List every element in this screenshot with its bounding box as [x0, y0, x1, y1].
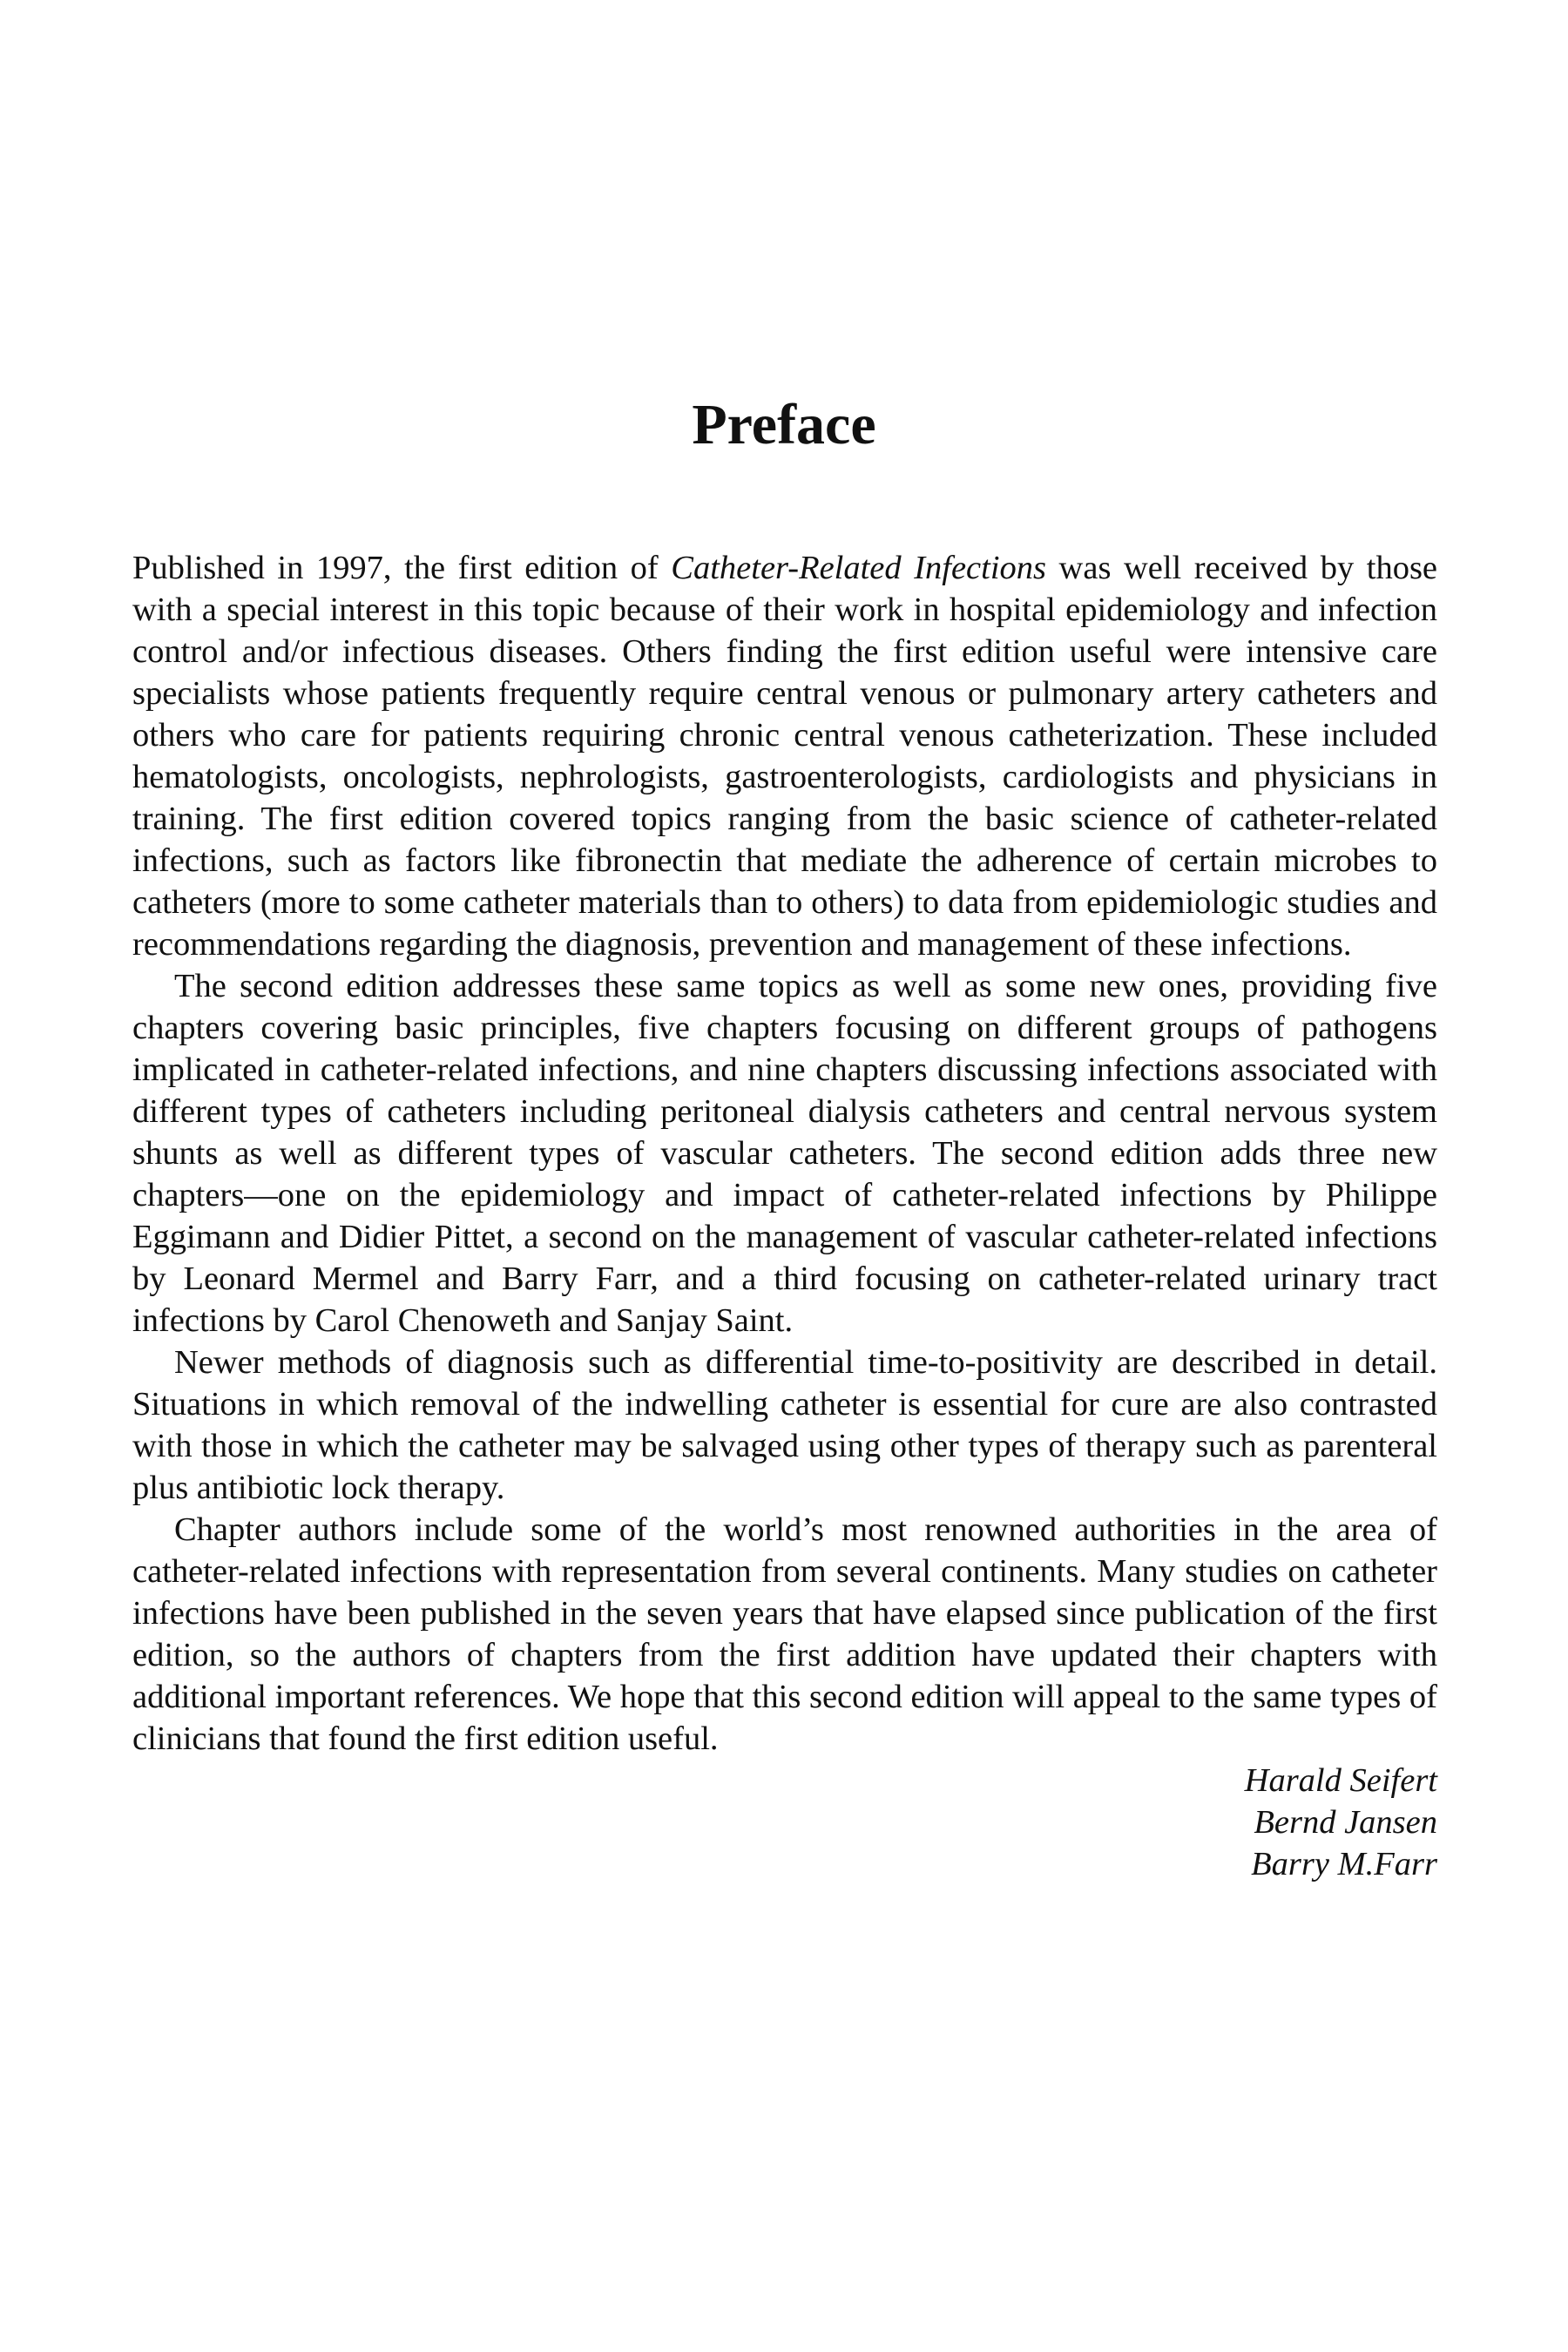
page-title: Preface	[692, 393, 876, 456]
paragraph-3: Newer methods of diagnosis such as differential time-to-positivity are described in detail. Situations in which removal of the indwelling catheter is essential for cure are also contrasted with those in which the catheter may be salvaged using other types of therapy such as parenteral plus antibiotic lock therapy.	[132, 1344, 1437, 1506]
preface-body	[132, 547, 1437, 1885]
paragraph-1	[132, 547, 1437, 965]
signature-harald-seifert: Harald Seifert	[1244, 1762, 1437, 1799]
paragraph-4: Chapter authors include some of the world’s most renowned authorities in the area of catheter-related infections with representation from several continents. Many studies on catheter infections have been published in the seven years that have elapsed since publication of the first edition, so the authors of chapters from the first addition have updated their chapters with additional important references. We hope that this second edition will appeal to the same types of clinicians that found the first edition useful.	[132, 1511, 1437, 1757]
paragraph-2: The second edition addresses these same topics as well as some new ones, providing five chapters covering basic principles, five chapters focusing on different groups of pathogens implicated in catheter-related infections, and nine chapters discussing infections associated with different types of catheters including peritoneal dialysis catheters and central nervous system shunts as well as different types of vascular catheters. The second edition adds three new chapters—one on the epidemiology and impact of catheter-related infections by Philippe Eggimann and Didier Pittet, a second on the management of vascular catheter-related infections by Leonard Mermel and Barry Farr, and a third focusing on catheter-related urinary tract infections by Carol Chenoweth and Sanjay Saint.	[132, 968, 1437, 1339]
signature-barry-farr: Barry M.Farr	[1251, 1846, 1437, 1882]
signature-block	[132, 1760, 1437, 1885]
paragraph-1-rest: was well received by those with a special interest in this topic because of their work in hospital epidemiology and infection control and/or infectious diseases. Others finding the first edition useful were intensive care specialists whose patients frequently require central venous or pulmonary artery catheters and others who care for patients requiring chronic central venous catheterization. These included hematologists, oncologists, nephrologists, gastroenterologists, cardiologists and physicians in training. The first edition covered topics ranging from the basic science of catheter-related infections, such as factors like fibronectin that mediate the adherence of certain microbes to catheters (more to some catheter materials than to others) to data from epidemiologic studies and recommendations regarding the diagnosis, prevention and management of these infections.	[132, 550, 1438, 963]
paragraph-1-lead: Published in 1997, the first edition of	[132, 550, 672, 586]
signature-bernd-jansen: Bernd Jansen	[1254, 1804, 1437, 1841]
book-title-italic: Catheter-Related Infections	[671, 550, 1047, 586]
